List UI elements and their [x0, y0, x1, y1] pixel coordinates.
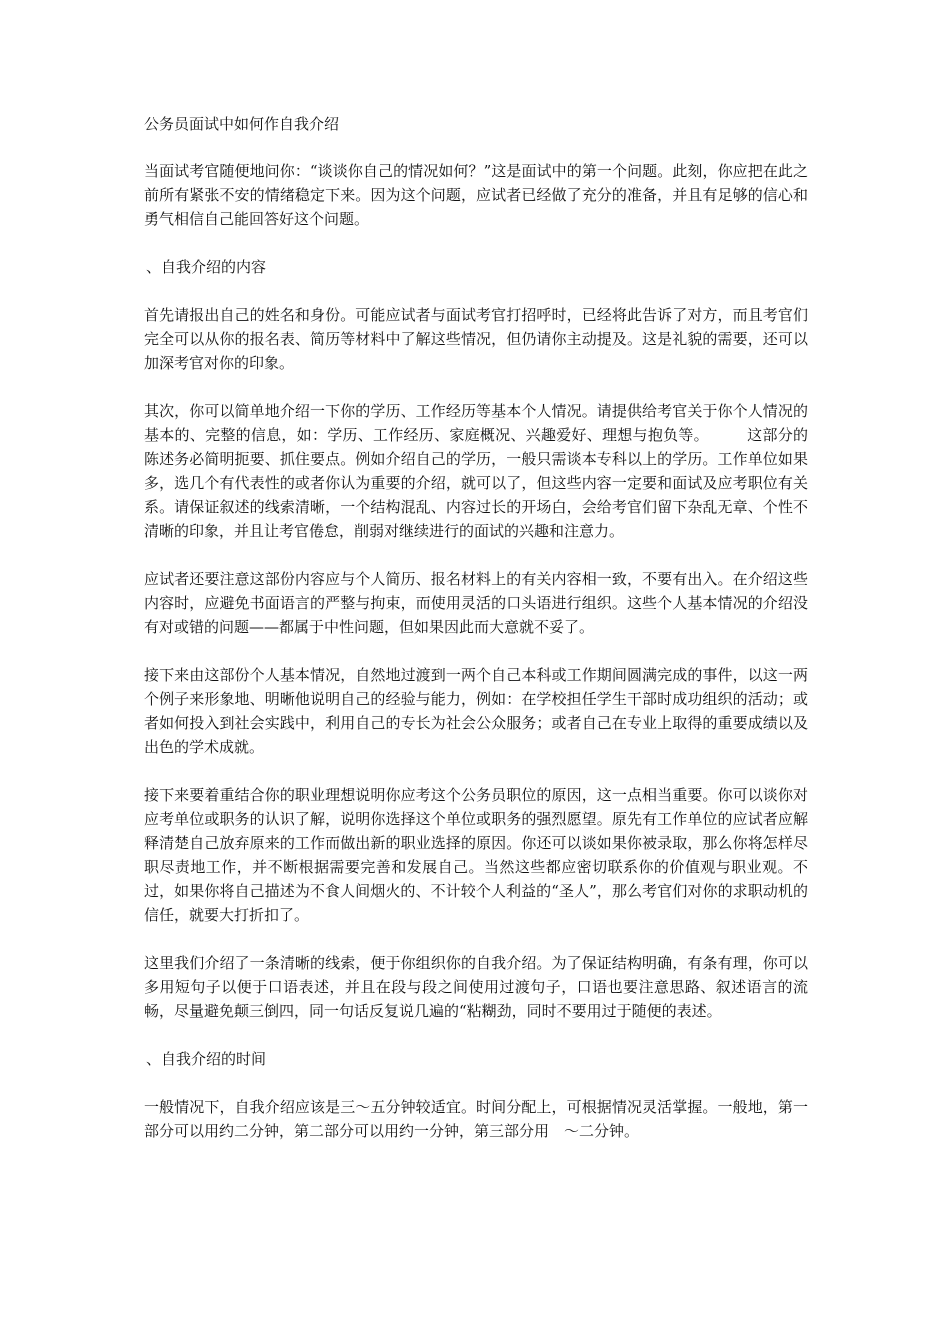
paragraph-structure: 这里我们介绍了一条清晰的线索，便于你组织你的自我介绍。为了保证结构明确，有条有理，你可以多用短句子以便于口语表述，并且在段与段之间使用过渡句子，口语也要注意思路、叙述语言的流畅，尽量避免颠三倒四，同一句话反复说几遍的“粘糊劲，同时不要用过于随便的表述。: [144, 954, 808, 1020]
paragraph-motivation: 接下来要着重结合你的职业理想说明你应考这个公务员职位的原因，这一点相当重要。你可以谈你对应考单位或职务的认识了解，说明你选择这个单位或职务的强烈愿望。原先有工作单位的应试者应解释清楚自己放弃原来的工作而做出新的职业选择的原因。你还可以谈如果你被录取，那么你将怎样尽职尽责地工作，并不断根据需要完善和发展自己。当然这些都应密切联系你的价值观与职业观。不过，如果你将自己描述为不食人间烟火的、不计较个人利益的“圣人”，那么考官们对你的求职动机的信任，就要大打折扣了。: [144, 786, 808, 924]
document-title: 公务员面试中如何作自我介绍: [144, 115, 340, 133]
paragraph-name-identity: 首先请报出自己的姓名和身份。可能应试者与面试考官打招呼时，已经将此告诉了对方，而且考官们完全可以从你的报名表、简历等材料中了解这些情况，但仍请你主动提及。这是礼貌的需要，还可以加深考官对你的印象。: [144, 306, 808, 372]
document-page: [144, 112, 808, 1167]
paragraph-background: 其次，你可以简单地介绍一下你的学历、工作经历等基本个人情况。请提供给考官关于你个人情况的基本的、完整的信息，如：学历、工作经历、家庭概况、兴趣爱好、理想与抱负等。 这部分的陈述务必简明扼要、抓住要点。例如介绍自己的学历，一般只需谈本专科以上的学历。工作单位如果多，选几个有代表性的或者你认为重要的介绍，就可以了，但这些内容一定要和面试及应考职位有关系。请保证叙述的线索清晰，一个结构混乱、内容过长的开场白，会给考官们留下杂乱无章、个性不清晰的印象，并且让考官倦怠，削弱对继续进行的面试的兴趣和注意力。: [144, 402, 808, 540]
section-heading-content: 、自我介绍的内容: [146, 258, 267, 276]
paragraph-intro: 当面试考官随便地问你：“谈谈你自己的情况如何？”这是面试中的第一个问题。此刻，你应把在此之前所有紧张不安的情绪稳定下来。因为这个问题，应试者已经做了充分的准备，并且有足够的信心和勇气相信自己能回答好这个问题。: [144, 162, 808, 228]
paragraph-time: 一般情况下，自我介绍应该是三～五分钟较适宜。时间分配上，可根据情况灵活掌握。一般地，第一部分可以用约二分钟，第二部分可以用约一分钟，第三部分用 ～二分钟。: [144, 1098, 808, 1140]
paragraph-examples: 接下来由这部份个人基本情况，自然地过渡到一两个自己本科或工作期间圆满完成的事件，以这一两个例子来形象地、明晰他说明自己的经验与能力，例如：在学校担任学生干部时成功组织的活动；或者如何投入到社会实践中，利用自己的专长为社会公众服务；或者自己在专业上取得的重要成绩以及出色的学术成就。: [144, 666, 808, 756]
paragraph-consistency: 应试者还要注意这部份内容应与个人简历、报名材料上的有关内容相一致，不要有出入。在介绍这些内容时，应避免书面语言的严整与拘束，而使用灵活的口头语进行组织。这些个人基本情况的介绍没有对或错的问题——都属于中性问题，但如果因此而大意就不妥了。: [144, 570, 808, 636]
section-heading-time: 、自我介绍的时间: [146, 1050, 267, 1068]
